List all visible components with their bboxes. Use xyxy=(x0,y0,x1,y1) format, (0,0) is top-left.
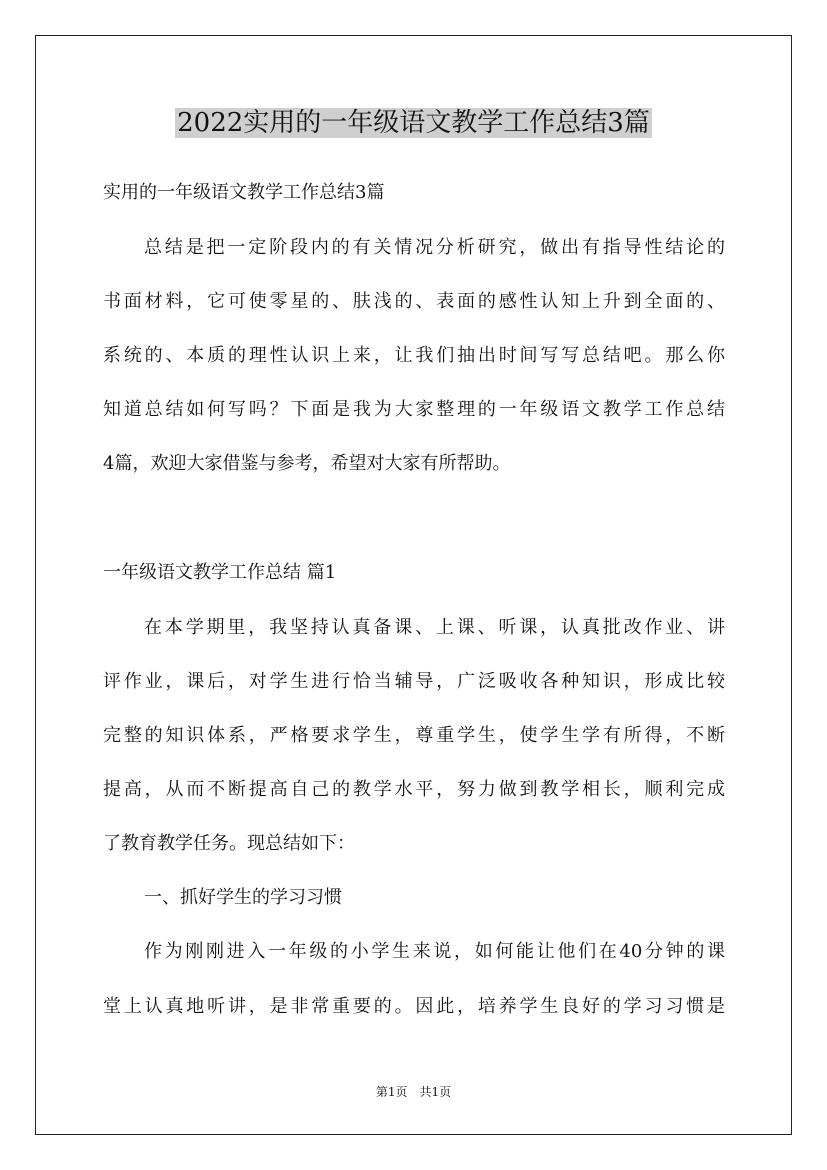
intro-line-1: 总结是把一定阶段内的有关情况分析研究，做出有指导性结论的 xyxy=(144,237,725,258)
section1-line-5: 了教育教学任务。现总结如下： xyxy=(103,833,355,854)
sub-heading: 一、抓好学生的学习习惯 xyxy=(144,887,342,908)
section1-heading: 一年级语文教学工作总结 篇1 xyxy=(103,562,337,583)
document-title: 2022实用的一年级语文教学工作总结3篇 xyxy=(177,108,650,138)
section1-line-1: 在本学期里，我坚持认真备课、上课、听课，认真批改作业、讲 xyxy=(144,617,725,638)
document-subtitle: 实用的一年级语文教学工作总结3篇 xyxy=(103,182,385,203)
section1-line-4: 提高，从而不断提高自己的教学水平，努力做到教学相长，顺利完成 xyxy=(103,779,725,800)
para2-line-1: 作为刚刚进入一年级的小学生来说，如何能让他们在40分钟的课 xyxy=(144,941,725,962)
intro-line-5: 4篇，欢迎大家借鉴与参考，希望对大家有所帮助。 xyxy=(103,453,511,474)
intro-line-2: 书面材料，它可使零星的、肤浅的、表面的感性认知上升到全面的、 xyxy=(103,291,725,312)
page-footer: 第1页 共1页 xyxy=(375,1085,452,1099)
section1-line-3: 完整的知识体系，严格要求学生，尊重学生，使学生学有所得，不断 xyxy=(103,725,725,746)
para2-line-2: 堂上认真地听讲，是非常重要的。因此，培养学生良好的学习习惯是 xyxy=(103,996,725,1017)
section1-line-2: 评作业，课后，对学生进行恰当辅导，广泛吸收各种知识，形成比较 xyxy=(103,671,725,692)
intro-line-4: 知道总结如何写吗？下面是我为大家整理的一年级语文教学工作总结 xyxy=(103,399,725,420)
intro-line-3: 系统的、本质的理性认识上来，让我们抽出时间写写总结吧。那么你 xyxy=(103,345,725,366)
